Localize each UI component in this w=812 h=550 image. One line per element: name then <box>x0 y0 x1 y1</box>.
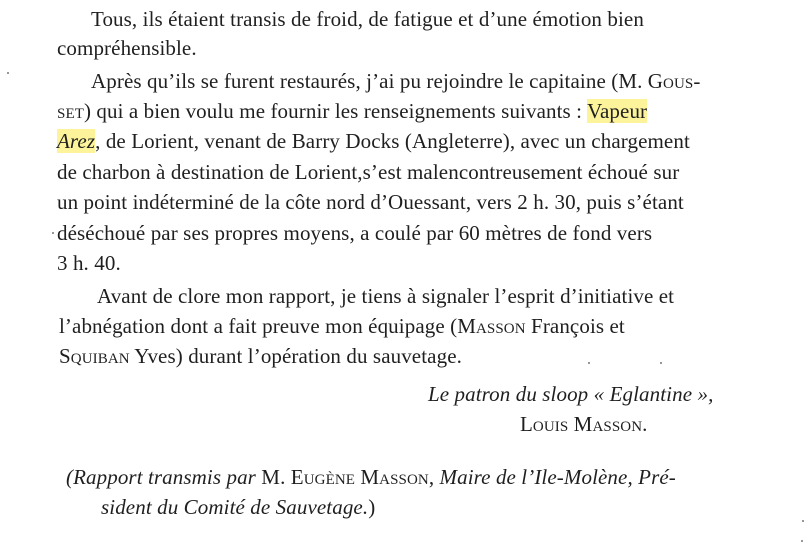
footnote-committee: sident du Comité de Sauvetage. <box>101 495 369 519</box>
para2-line7: 3 h. 40. <box>57 251 121 275</box>
para3-line2 <box>59 313 625 339</box>
para2-line3-text: , de Lorient, venant de Barry Docks (Angleterre), avec un chargement <box>95 129 690 153</box>
footnote-mayor-name: Eugène Masson <box>290 465 429 489</box>
highlight-vapeur: Vapeur <box>587 99 648 123</box>
para2-line5: un point indéterminé de la côte nord d’Ouessant, vers 2 h. 30, puis s’étant <box>57 190 684 214</box>
para2-line3 <box>57 128 690 154</box>
para1-line2: compréhensible. <box>57 36 197 60</box>
scan-speck <box>801 540 803 542</box>
para3-line1: Avant de clore mon rapport, je tiens à signaler l’esprit d’initiative et <box>97 284 675 308</box>
footnote-close-paren: ) <box>368 495 376 519</box>
para3-line3-text: Yves) durant l’opération du sauvetage. <box>129 344 462 368</box>
footnote-mayor-title: Maire de l’Ile-Molène, Pré- <box>439 465 676 489</box>
highlight-arez: Arez <box>57 129 96 153</box>
para2-line2-text: ) qui a bien voulu me fournir les renseignements suivants : <box>83 99 588 123</box>
para2-line2 <box>57 98 647 124</box>
para3-line3 <box>59 343 462 369</box>
footnote-line1 <box>66 464 676 490</box>
signature-name: Louis Masson. <box>520 412 648 436</box>
crew-name-squiban: Squiban <box>59 344 130 368</box>
para2-line1 <box>91 68 700 94</box>
signature-title: Le patron du sloop « Eglantine », <box>428 382 714 406</box>
scan-speck <box>52 232 54 234</box>
captain-name-part2: set <box>57 99 84 123</box>
para2-line6: déséchoué par ses propres moyens, a coulé par 60 mètres de fond vers <box>57 221 653 245</box>
scan-speck <box>802 520 804 522</box>
crew-name-masson: Masson <box>457 314 526 338</box>
para3-line2-end: François et <box>525 314 625 338</box>
footnote-m: M. <box>255 465 291 489</box>
footnote-line2 <box>101 494 375 520</box>
para2-line4: de charbon à destination de Lorient,s’est malencontreusement échoué sur <box>57 160 680 184</box>
scan-speck <box>588 362 590 364</box>
captain-name-part1: Gous- <box>647 69 701 93</box>
para1-line1: Tous, ils étaient transis de froid, de fatigue et d’une émotion bien <box>91 7 644 31</box>
footnote-comma: , <box>428 465 440 489</box>
para2-line1-text: Après qu’ils se furent restaurés, j’ai pu rejoindre le capitaine (M. <box>91 69 648 93</box>
para3-line2-text: l’abnégation dont a fait preuve mon équipage ( <box>59 314 458 338</box>
scan-speck <box>7 72 9 74</box>
scan-speck <box>660 362 662 364</box>
footnote-report-text: (Rapport transmis par <box>66 465 256 489</box>
